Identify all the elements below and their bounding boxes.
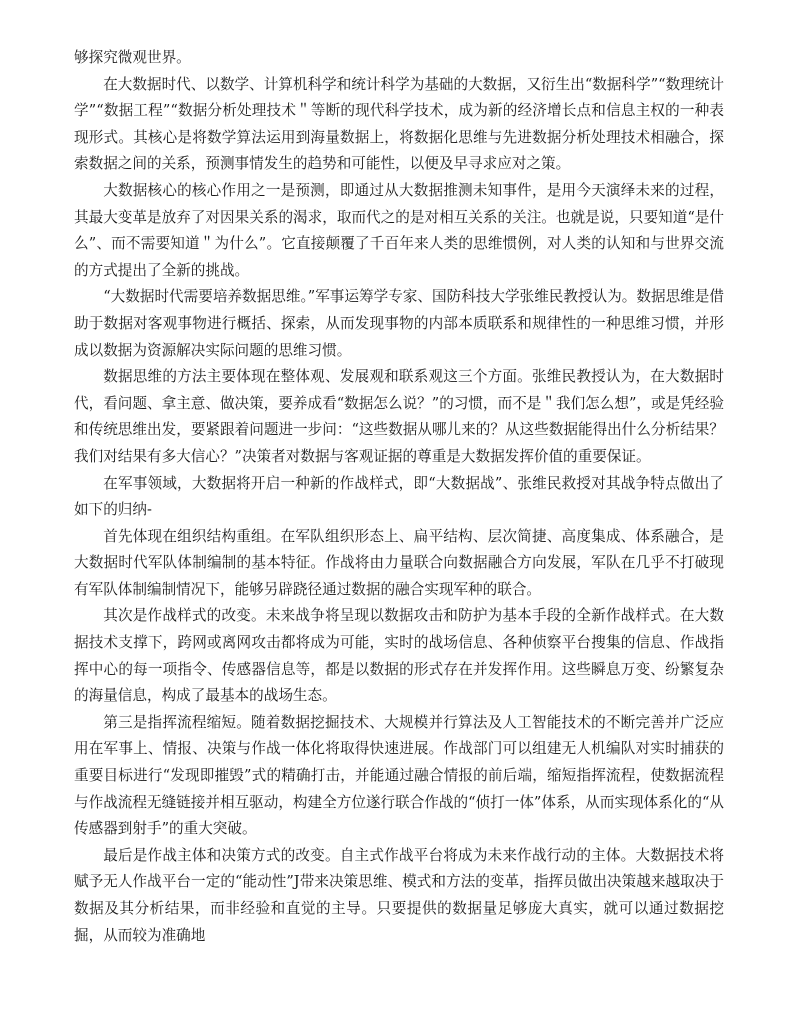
paragraph-2: 在大数据时代、以数学、计算机科学和统计科学为基础的大数据，又衍生出“数据科学”“数理统计学”“数据工程”“数据分析处理技术＂等断的现代科学技术，成为新的经济增长点和信息主权的一种表现形式。其核心是将数学算法运用到海量数据上，将数据化思维与先进数据分析处理技术相融合，探索数据之间的关系，预测事情发生的趋势和可能性，以便及早寻求应对之策。 bbox=[74, 75, 724, 173]
paragraph-10: 最后是作战主体和决策方式的改变。自主式作战平台将成为未来作战行动的主体。大数据技术将赋予无人作战平台一定的“能动性”J带来决策思维、模式和方法的变革，指挥员做出决策越来越取决于数据及其分析结果，而非经验和直觉的主导。只要提供的数据量足够庞大真实，就可以通过数据挖掘，从而较为准确地 bbox=[74, 846, 724, 944]
document-page bbox=[74, 45, 724, 949]
paragraph-8: 其次是作战样式的改变。未来战争将呈现以数据攻击和防护为基本手段的全新作战样式。在大数据技术支撑下，跨网或离网攻击都将成为可能，实时的战场信息、各种侦察平台搜集的信息、作战指挥中心的每一项指令、传感器信息等，都是以数据的形式存在并发挥作用。这些瞬息万变、纷繁复杂的海量信息，构成了最基本的战场生态。 bbox=[74, 607, 724, 705]
paragraph-6: 在军事领域，大数据将开启一种新的作战样式，即“大数据战”、张维民救授对其战争特点做出了如下的归纳- bbox=[74, 474, 724, 519]
paragraph-7: 首先体现在组织结构重组。在军队组织形态上、扁平结构、层次简捷、高度集成、体系融合，是大数据时代军队体制编制的基本特征。作战将由力量联合向数据融合方向发展，军队在几乎不打破现有军队体制编制情况下，能够另辟跷径通过数据的融合实现军种的联合。 bbox=[74, 527, 724, 598]
paragraph-3: 大数据核心的核心作用之一是预测，即通过从大数据推测未知事件，是用今天演绎未来的过程，其最大变革是放弃了对因果关系的渴求，取而代之的是对相互关系的关注。也就是说，只要知道“是什么”、而不需要知道＂为什么”。它直接颠覆了千百年来人类的思维惯例，对人类的认知和与世界交流的方式提出了全新的挑战。 bbox=[74, 181, 724, 279]
paragraph-9: 第三是指挥流程缩短。随着数据挖掘技术、大规模并行算法及人工智能技术的不断完善并广泛应用在军事上、情报、决策与作战一体化将取得快速进展。作战部门可以组建无人机编队对实时捕获的重要目标进行“发现即摧毁”式的精确打击，并能通过融合情报的前后端，缩短指挥流程，使数据流程与作战流程无缝链接并相互驱动，构建全方位遂行联合作战的“侦打一体”体系，从而实现体系化的“从传感器到射手”的重大突破。 bbox=[74, 713, 724, 838]
paragraph-1: 够探究微观世界。 bbox=[74, 49, 191, 66]
paragraph-5: 数据思维的方法主要体现在整体观、发展观和联系观这三个方面。张维民教授认为，在大数据时代，看问题、拿主意、做决策，要养成看“数据怎么说？”的习惯，而不是＂我们怎么想”，或是凭经验和传统思维出发，要紧跟着问题进一步问：“这些数据从哪儿来的？从这些数据能得出什么分析结果？我们对结果有多大信心？”决策者对数据与客观证据的尊重是大数据发挥价值的重要保证。 bbox=[74, 368, 724, 465]
paragraph-4: “大数据时代需要培养数据思维。”军事运筹学专家、国防科技大学张维民教授认为。数据思维是借助于数据对客观事物进行概括、探索，从而发现事物的内部本质联系和规律性的一种思维习惯，并形成以数据为资源解决实际问题的思维习惯。 bbox=[74, 288, 724, 359]
